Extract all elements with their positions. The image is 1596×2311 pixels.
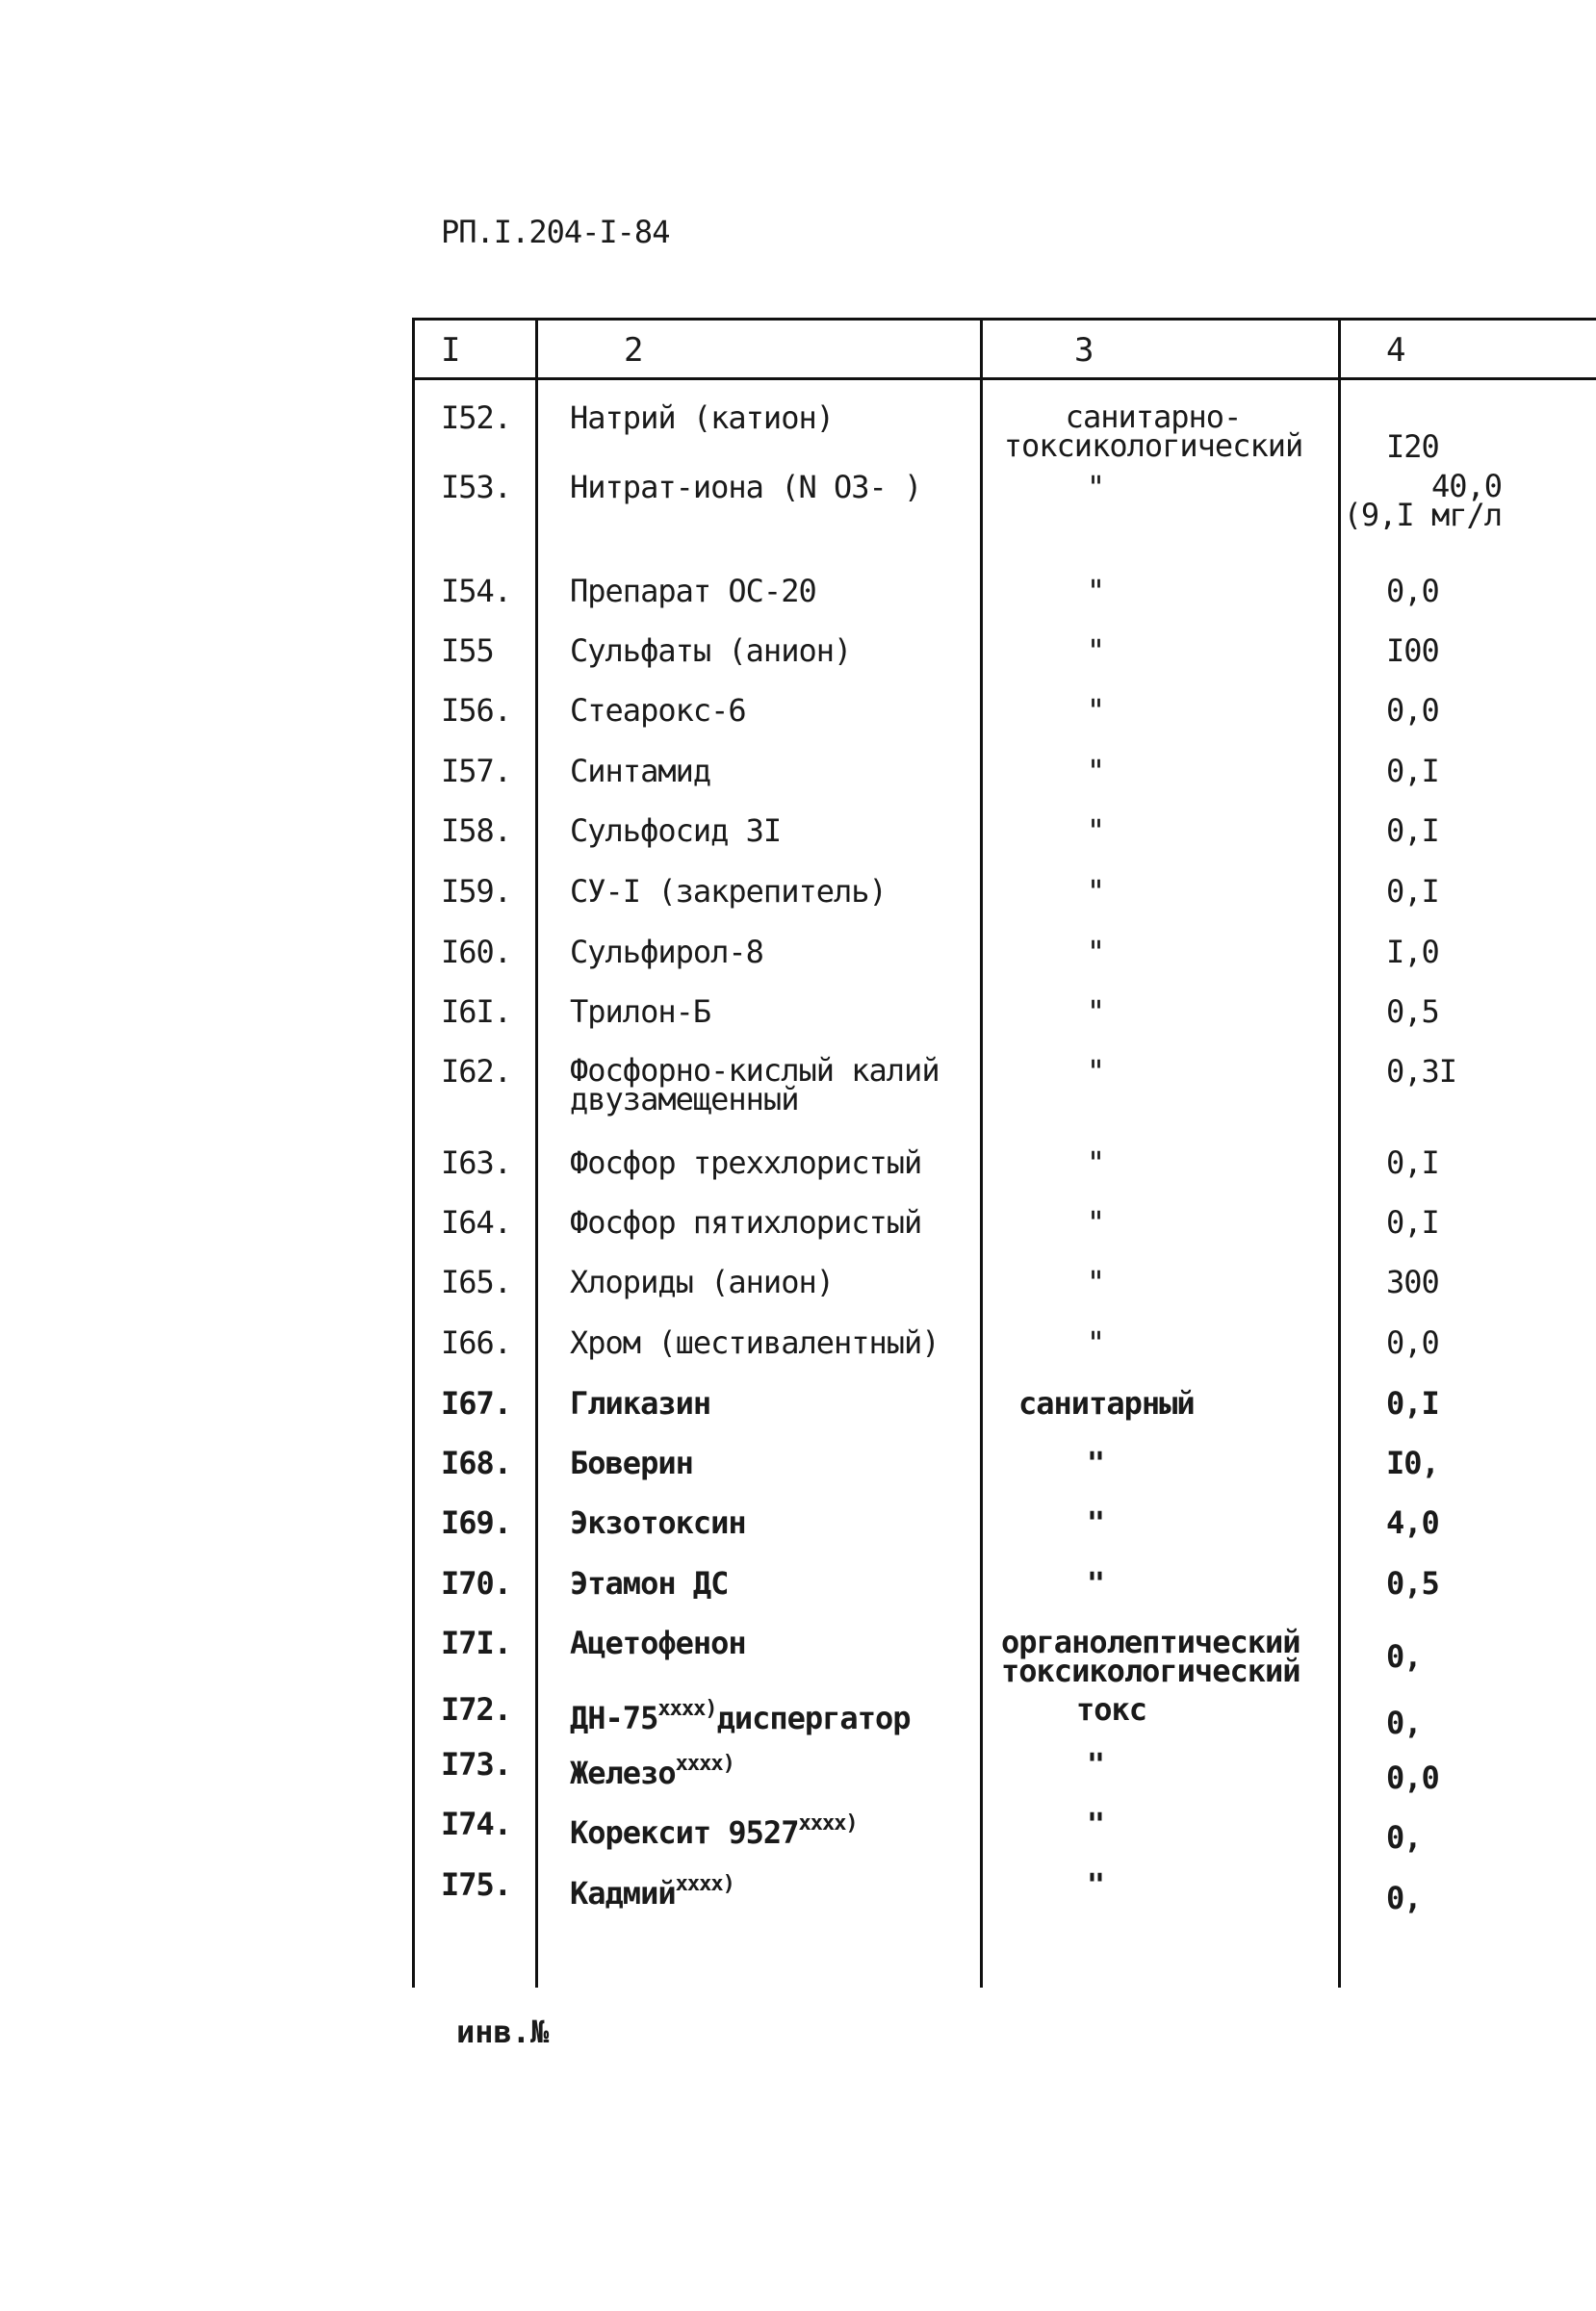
row-number: I62. xyxy=(441,1053,512,1090)
mpc-value: I20 xyxy=(1386,431,1439,462)
row-number: I54. xyxy=(441,573,512,609)
row-number: I67. xyxy=(441,1385,512,1422)
hazard-sign: " xyxy=(1086,934,1105,970)
substance-name xyxy=(570,1445,693,1481)
substance-name-text: Гликазин xyxy=(570,1385,711,1422)
footnote-mark: xxxx) xyxy=(798,1811,858,1836)
mpc-value: 0, xyxy=(1386,1822,1422,1853)
row-number: I59. xyxy=(441,873,512,910)
hazard-sign: " xyxy=(1086,1806,1105,1842)
substance-name-text: Натрий (катион) xyxy=(570,399,834,436)
substance-name-text: Трилон-Б xyxy=(570,993,711,1030)
row-number: I69. xyxy=(441,1504,512,1541)
substance-name-text: СУ-I (закрепитель) xyxy=(570,873,887,910)
row-number: I56. xyxy=(441,692,512,729)
substance-name-text: Фосфор пятихлористый xyxy=(570,1204,922,1241)
column-divider-1 xyxy=(535,318,538,1988)
row-number: I52. xyxy=(441,399,512,436)
mpc-value: 0,I xyxy=(1386,1388,1439,1419)
mpc-value: 0,0 xyxy=(1386,1762,1439,1793)
hazard-sign: " xyxy=(1086,753,1105,789)
substance-name xyxy=(570,1204,922,1241)
substance-name xyxy=(570,1504,746,1541)
substance-name xyxy=(570,993,711,1030)
substance-name xyxy=(570,1565,729,1602)
header-col-2: 2 xyxy=(624,331,644,370)
substance-name-suffix: диспергатор xyxy=(716,1700,911,1736)
hazard-sign: " xyxy=(1086,812,1105,849)
substance-name xyxy=(570,1694,911,1736)
footnote-mark: xxxx) xyxy=(675,1752,734,1776)
row-number: I57. xyxy=(441,753,512,789)
substance-name-text: Хром (шестивалентный) xyxy=(570,1324,940,1361)
substance-name-text: Железо xyxy=(570,1755,676,1791)
substance-name-text: Сульфирол-8 xyxy=(570,934,763,970)
mpc-value: I0, xyxy=(1386,1448,1439,1478)
hazard-sign: санитарно- токсикологический xyxy=(1003,398,1303,464)
row-number: I6I. xyxy=(441,993,512,1030)
substance-name-text: Фосфор треххлористый xyxy=(570,1144,922,1181)
hazard-sign: " xyxy=(1086,1746,1105,1783)
row-number: I66. xyxy=(441,1324,512,1361)
row-number: I65. xyxy=(441,1264,512,1300)
hazard-sign: " xyxy=(1086,469,1105,505)
mpc-value: I,0 xyxy=(1386,937,1439,967)
hazard-sign: " xyxy=(1086,692,1105,729)
hazard-sign: " xyxy=(1086,632,1105,669)
substance-name xyxy=(570,632,852,669)
hazard-sign: санитарный xyxy=(1018,1385,1195,1422)
substance-name-text: Синтамид xyxy=(570,753,711,789)
mpc-value: 0,0 xyxy=(1386,695,1439,726)
substance-name xyxy=(570,873,887,910)
row-number: I7I. xyxy=(441,1625,512,1661)
substance-name xyxy=(570,1052,940,1117)
mpc-value: 0,0 xyxy=(1386,576,1439,606)
mpc-value: 40,0 (9,I мг/л xyxy=(1343,472,1502,529)
substance-name-text: Препарат ОС-20 xyxy=(570,573,816,609)
row-number: I70. xyxy=(441,1565,512,1602)
substance-name-text: Стеарокс-6 xyxy=(570,692,746,729)
substance-name xyxy=(570,469,922,505)
hazard-sign: токс xyxy=(1076,1691,1147,1728)
substance-name xyxy=(570,753,711,789)
table-border-left xyxy=(412,318,415,1988)
hazard-sign: " xyxy=(1086,573,1105,609)
mpc-value: 0,3I xyxy=(1386,1056,1457,1087)
mpc-value: 0,I xyxy=(1386,815,1439,846)
mpc-value: 0,I xyxy=(1386,876,1439,907)
row-number: I73. xyxy=(441,1746,512,1783)
header-col-1: I xyxy=(441,331,461,370)
substance-name-text: Боверин xyxy=(570,1445,693,1481)
substance-name xyxy=(570,1625,746,1661)
substance-name-text: Нитрат-иона (N O3- ) xyxy=(570,469,922,505)
mpc-value: I00 xyxy=(1386,635,1439,666)
hazard-sign: " xyxy=(1086,1264,1105,1300)
mpc-value: 0,5 xyxy=(1386,996,1439,1027)
row-number: I75. xyxy=(441,1866,512,1903)
substance-name xyxy=(570,399,834,436)
substance-name-text: Этамон ДС xyxy=(570,1565,729,1602)
row-number: I74. xyxy=(441,1806,512,1842)
mpc-value: 0, xyxy=(1386,1641,1422,1672)
column-divider-2 xyxy=(980,318,983,1988)
hazard-sign: " xyxy=(1086,1053,1105,1090)
row-number: I53. xyxy=(441,469,512,505)
column-divider-3 xyxy=(1338,318,1341,1988)
mpc-value: 300 xyxy=(1386,1267,1439,1297)
substance-name xyxy=(570,692,746,729)
mpc-value: 0,5 xyxy=(1386,1568,1439,1599)
hazard-sign: " xyxy=(1086,993,1105,1030)
row-number: I68. xyxy=(441,1445,512,1481)
mpc-value: 0,I xyxy=(1386,756,1439,786)
substance-name xyxy=(570,1144,922,1181)
mpc-value: 0,I xyxy=(1386,1207,1439,1238)
mpc-value: 0,I xyxy=(1386,1147,1439,1178)
substance-name xyxy=(570,1324,940,1361)
substance-name xyxy=(570,1869,734,1912)
substance-name-text: Хлориды (анион) xyxy=(570,1264,834,1300)
inventory-number-label: инв.№ xyxy=(456,2014,550,2050)
footnote-mark: xxxx) xyxy=(657,1697,717,1721)
substance-name-text: Сульфаты (анион) xyxy=(570,632,852,669)
substance-name xyxy=(570,573,816,609)
substance-name xyxy=(570,934,763,970)
row-number: I55 xyxy=(441,632,494,669)
document-code: РП.I.204-I-84 xyxy=(441,214,670,250)
substances-table xyxy=(412,318,1596,1988)
hazard-sign: " xyxy=(1086,1504,1105,1541)
hazard-sign: " xyxy=(1086,1204,1105,1241)
substance-name xyxy=(570,1749,734,1791)
substance-name-text: Корексит 9527 xyxy=(570,1814,799,1851)
substance-name-text: Сульфосид 3I xyxy=(570,812,782,849)
substance-name-text: Экзотоксин xyxy=(570,1504,746,1541)
hazard-sign: " xyxy=(1086,1445,1105,1481)
mpc-value: 4,0 xyxy=(1386,1507,1439,1538)
substance-name xyxy=(570,1809,858,1851)
hazard-sign: " xyxy=(1086,1324,1105,1361)
mpc-value: 0, xyxy=(1386,1883,1422,1913)
hazard-sign: " xyxy=(1086,873,1105,910)
header-bottom-border xyxy=(412,377,1596,380)
substance-name-text: Кадмий xyxy=(570,1875,676,1912)
mpc-value: 0, xyxy=(1386,1708,1422,1738)
header-col-4: 4 xyxy=(1386,331,1406,370)
substance-name-text: Фосфорно-кислый калий двузамещенный xyxy=(570,1052,940,1117)
substance-name xyxy=(570,812,782,849)
substance-name-text: Ацетофенон xyxy=(570,1625,746,1661)
table-top-border xyxy=(412,318,1596,321)
hazard-sign: " xyxy=(1086,1565,1105,1602)
row-number: I60. xyxy=(441,934,512,970)
mpc-value: 0,0 xyxy=(1386,1327,1439,1358)
hazard-sign: " xyxy=(1086,1144,1105,1181)
row-number: I64. xyxy=(441,1204,512,1241)
substance-name xyxy=(570,1385,711,1422)
substance-name xyxy=(570,1264,834,1300)
substance-name-text: ДН-75 xyxy=(570,1700,658,1736)
hazard-sign: органолептический токсикологический xyxy=(1001,1624,1300,1689)
row-number: I58. xyxy=(441,812,512,849)
row-number: I72. xyxy=(441,1691,512,1728)
footnote-mark: xxxx) xyxy=(675,1872,734,1896)
row-number: I63. xyxy=(441,1144,512,1181)
header-col-3: 3 xyxy=(1074,331,1094,370)
hazard-sign: " xyxy=(1086,1866,1105,1903)
